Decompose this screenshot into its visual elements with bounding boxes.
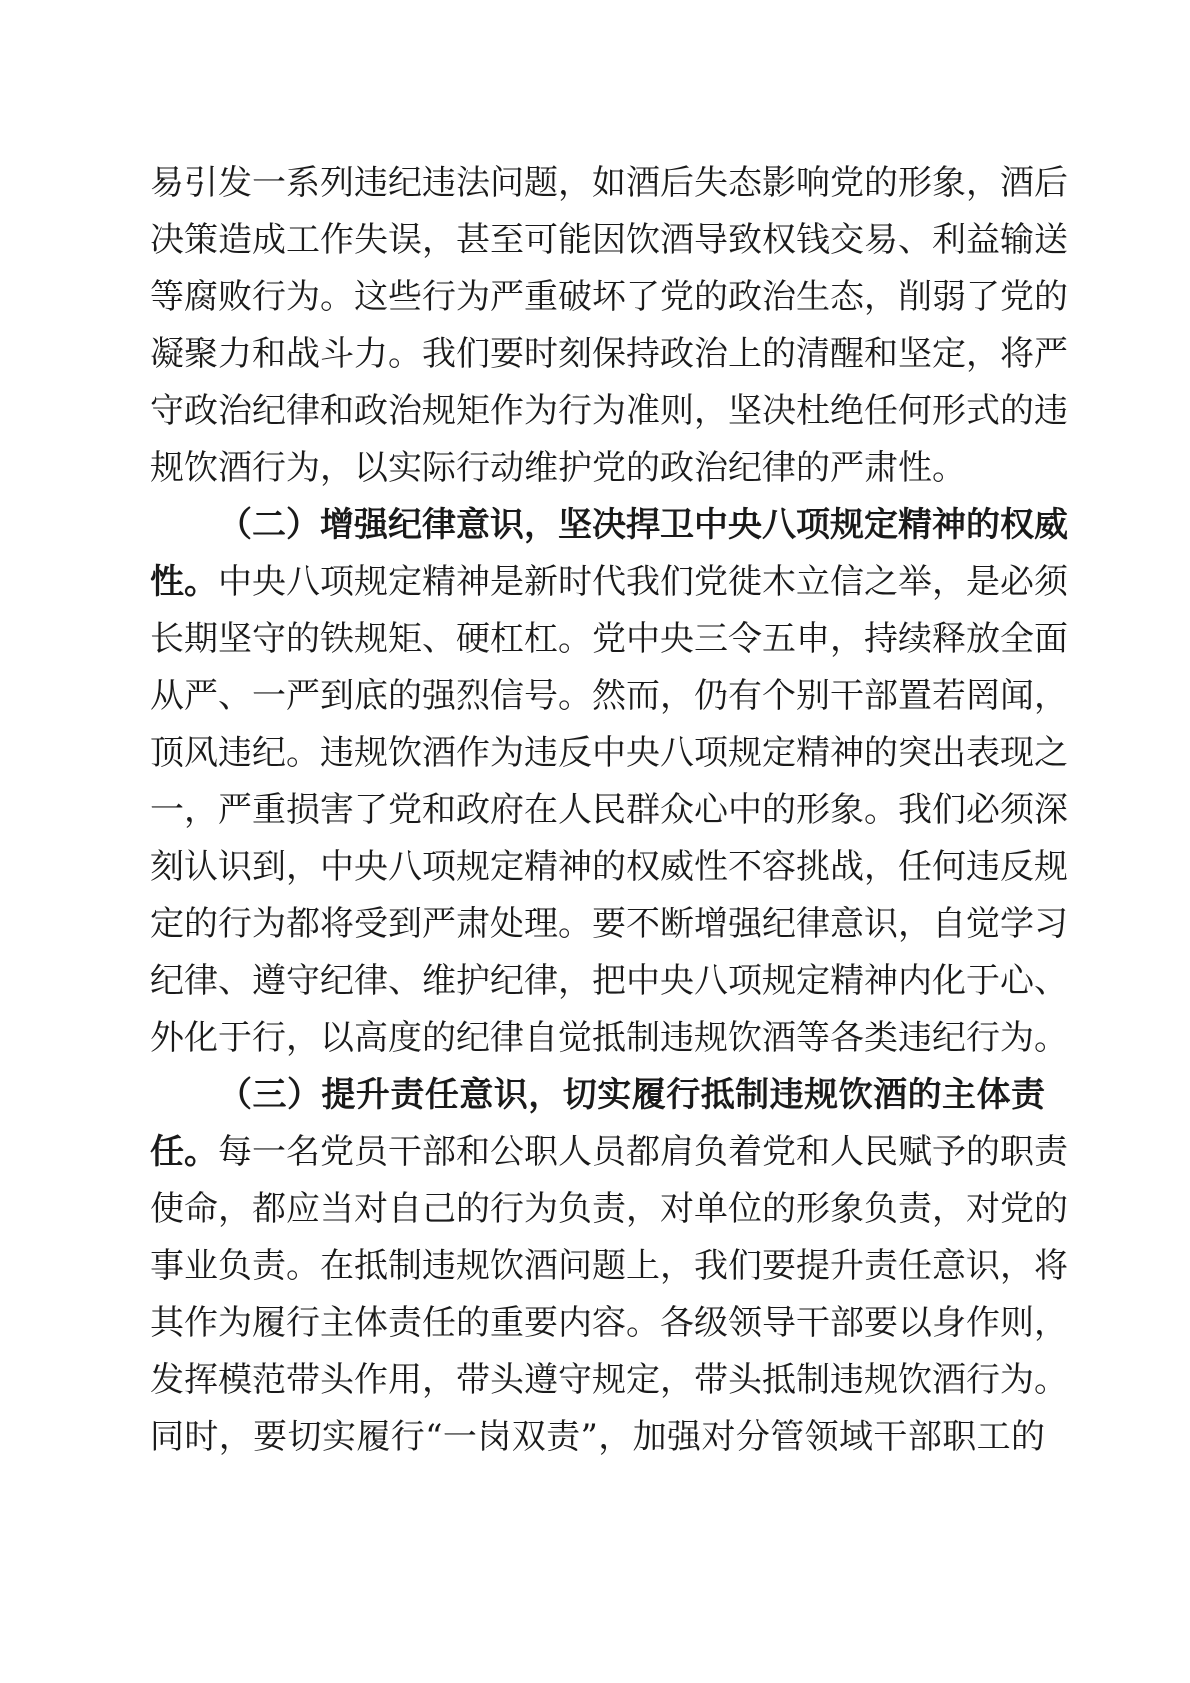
body-line: 长期坚守的铁规矩、硬杠杠。党中央三令五申，持续释放全面	[150, 619, 1068, 659]
body-line: 使命，都应当对自己的行为负责，对单位的形象负责，对党的	[150, 1189, 1068, 1229]
section-heading-2-end: 性。	[150, 562, 218, 602]
section-heading-2: （二）增强纪律意识，坚决捍卫中央八项规定精神的权威	[218, 505, 1068, 545]
body-line: 决策造成工作失误，甚至可能因饮酒导致权钱交易、利益输送	[150, 220, 1068, 260]
body-line	[150, 1124, 1068, 1180]
body-line: 规饮酒行为，以实际行动维护党的政治纪律的严肃性。	[150, 448, 966, 488]
body-line: 顶风违纪。违规饮酒作为违反中央八项规定精神的突出表现之	[150, 733, 1068, 773]
body-text: 中央八项规定精神是新时代我们党徙木立信之举，是必须	[218, 562, 1068, 602]
body-text: 每一名党员干部和公职人员都肩负着党和人民赋予的职责	[218, 1132, 1068, 1172]
body-line: 定的行为都将受到严肃处理。要不断增强纪律意识，自觉学习	[150, 904, 1068, 944]
body-line: 一，严重损害了党和政府在人民群众心中的形象。我们必须深	[150, 790, 1068, 830]
body-line: 凝聚力和战斗力。我们要时刻保持政治上的清醒和坚定，将严	[150, 334, 1068, 374]
body-line: 发挥模范带头作用，带头遵守规定，带头抵制违规饮酒行为。	[150, 1360, 1068, 1400]
body-line: 守政治纪律和政治规矩作为行为准则，坚决杜绝任何形式的违	[150, 391, 1068, 431]
section-heading-3: （三）提升责任意识，切实履行抵制违规饮酒的主体责	[218, 1075, 1045, 1115]
body-line: 事业负责。在抵制违规饮酒问题上，我们要提升责任意识，将	[150, 1246, 1068, 1286]
body-line: 同时，要切实履行“一岗双责”，加强对分管领域干部职工的	[150, 1417, 1045, 1457]
body-line: 易引发一系列违纪违法问题，如酒后失态影响党的形象，酒后	[150, 163, 1068, 203]
body-line: 纪律、遵守纪律、维护纪律，把中央八项规定精神内化于心、	[150, 961, 1068, 1001]
body-line: 刻认识到，中央八项规定精神的权威性不容挑战，任何违反规	[150, 847, 1068, 887]
body-line	[150, 554, 1068, 610]
body-line: 其作为履行主体责任的重要内容。各级领导干部要以身作则，	[150, 1303, 1068, 1343]
body-line: 外化于行，以高度的纪律自觉抵制违规饮酒等各类违纪行为。	[150, 1018, 1068, 1058]
section-heading-3-end: 任。	[150, 1132, 218, 1172]
body-line: 从严、一严到底的强烈信号。然而，仍有个别干部置若罔闻，	[150, 676, 1068, 716]
body-line: 等腐败行为。这些行为严重破坏了党的政治生态，削弱了党的	[150, 277, 1068, 317]
